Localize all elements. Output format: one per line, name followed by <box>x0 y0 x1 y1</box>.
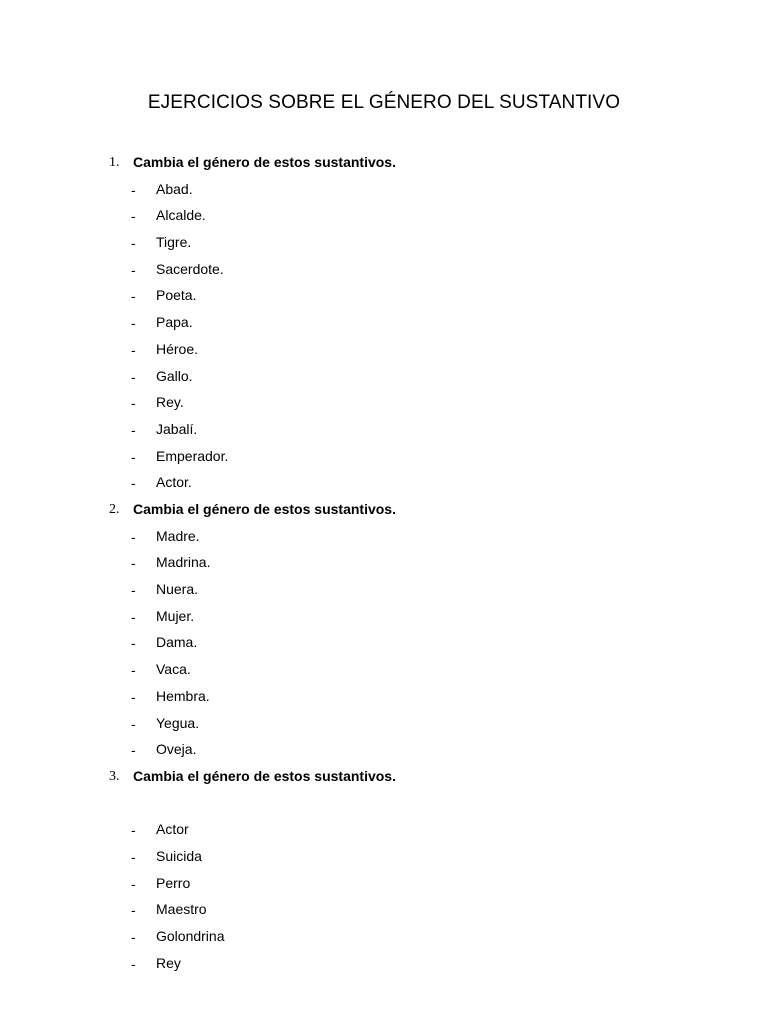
word: Mujer. <box>156 607 195 624</box>
list-item <box>0 364 768 391</box>
list-item <box>0 657 768 684</box>
bullet-dash: - <box>131 635 136 652</box>
word: Golondrina <box>156 928 225 945</box>
list-item <box>0 604 768 631</box>
list-item <box>0 283 768 310</box>
word: Jabalí. <box>156 420 198 437</box>
word: Sacerdote. <box>156 260 224 277</box>
bullet-dash: - <box>131 395 136 412</box>
word: Rey. <box>156 394 184 411</box>
exercise-section-3 <box>0 764 768 978</box>
list-item <box>0 630 768 657</box>
exercise-number: 3. <box>109 769 120 784</box>
bullet-dash: - <box>131 555 136 572</box>
bullet-dash: - <box>131 955 136 972</box>
exercise-instruction: Cambia el género de estos sustantivos. <box>133 501 396 517</box>
word-list <box>0 524 768 764</box>
bullet-dash: - <box>131 608 136 625</box>
bullet-dash: - <box>131 448 136 465</box>
bullet-dash: - <box>131 235 136 252</box>
bullet-dash: - <box>131 475 136 492</box>
list-item <box>0 577 768 604</box>
bullet-dash: - <box>131 208 136 225</box>
word: Perro <box>156 874 191 891</box>
exercise-instruction: Cambia el género de estos sustantivos. <box>133 154 396 170</box>
word-list <box>0 817 768 977</box>
bullet-dash: - <box>131 715 136 732</box>
exercise-number: 1. <box>109 155 120 170</box>
word-list <box>0 177 768 497</box>
bullet-dash: - <box>131 902 136 919</box>
word: Oveja. <box>156 741 197 758</box>
bullet-dash: - <box>131 315 136 332</box>
word: Nuera. <box>156 581 199 598</box>
word: Papa. <box>156 314 193 331</box>
bullet-dash: - <box>131 288 136 305</box>
bullet-dash: - <box>131 341 136 358</box>
word: Actor <box>156 821 189 838</box>
list-item <box>0 844 768 871</box>
bullet-dash: - <box>131 662 136 679</box>
word: Emperador. <box>156 447 229 464</box>
word: Alcalde. <box>156 207 206 224</box>
list-item <box>0 951 768 978</box>
exercise-section-1 <box>0 150 768 497</box>
word: Hembra. <box>156 687 210 704</box>
word: Maestro <box>156 901 207 918</box>
word: Madrina. <box>156 554 211 571</box>
bullet-dash: - <box>131 421 136 438</box>
bullet-dash: - <box>131 261 136 278</box>
word: Gallo. <box>156 367 193 384</box>
list-item <box>0 817 768 844</box>
bullet-dash: - <box>131 742 136 759</box>
bullet-dash: - <box>131 582 136 599</box>
word: Rey <box>156 954 181 971</box>
exercise-heading <box>0 764 768 791</box>
list-item <box>0 203 768 230</box>
list-item <box>0 524 768 551</box>
word: Actor. <box>156 474 192 491</box>
list-item <box>0 310 768 337</box>
word: Poeta. <box>156 287 197 304</box>
word: Madre. <box>156 527 200 544</box>
word: Dama. <box>156 634 198 651</box>
list-item <box>0 390 768 417</box>
list-item <box>0 924 768 951</box>
list-item <box>0 470 768 497</box>
bullet-dash: - <box>131 181 136 198</box>
exercise-section-2 <box>0 497 768 764</box>
word: Abad. <box>156 180 193 197</box>
bullet-dash: - <box>131 849 136 866</box>
list-item <box>0 230 768 257</box>
list-item <box>0 897 768 924</box>
list-item <box>0 257 768 284</box>
list-item <box>0 711 768 738</box>
list-item <box>0 417 768 444</box>
word: Yegua. <box>156 714 200 731</box>
word: Héroe. <box>156 340 199 357</box>
word: Vaca. <box>156 661 191 678</box>
list-item <box>0 684 768 711</box>
exercise-instruction: Cambia el género de estos sustantivos. <box>133 768 396 784</box>
list-item <box>0 444 768 471</box>
blank-line <box>0 791 768 818</box>
bullet-dash: - <box>131 368 136 385</box>
bullet-dash: - <box>131 822 136 839</box>
bullet-dash: - <box>131 875 136 892</box>
bullet-dash: - <box>131 688 136 705</box>
exercise-heading <box>0 150 768 177</box>
list-item <box>0 737 768 764</box>
list-item <box>0 177 768 204</box>
list-item <box>0 550 768 577</box>
exercise-number: 2. <box>109 502 120 517</box>
word: Tigre. <box>156 234 192 251</box>
list-item <box>0 337 768 364</box>
exercise-heading <box>0 497 768 524</box>
word: Suicida <box>156 848 202 865</box>
bullet-dash: - <box>131 929 136 946</box>
bullet-dash: - <box>131 528 136 545</box>
list-item <box>0 871 768 898</box>
document-title: EJERCICIOS SOBRE EL GÉNERO DEL SUSTANTIVO <box>147 92 621 113</box>
